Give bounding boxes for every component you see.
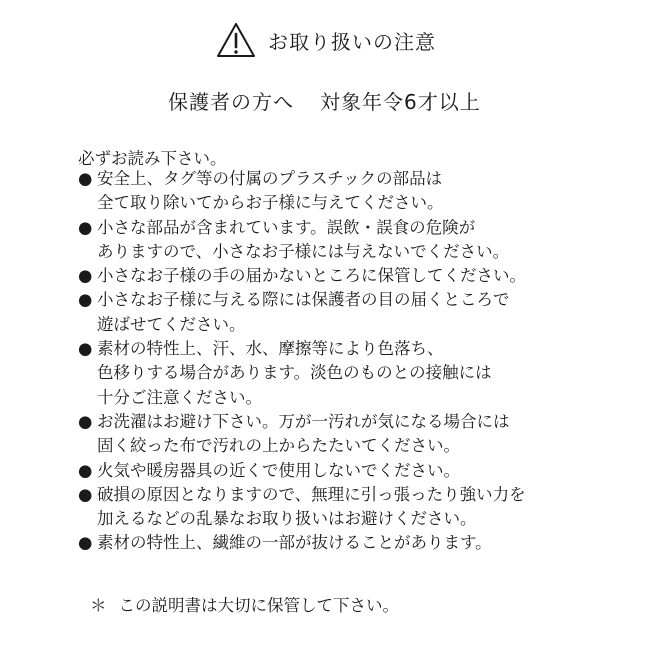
list-item (78, 216, 638, 265)
list-item-line: 十分ご注意ください。 (97, 387, 262, 407)
list-item-text (97, 337, 492, 410)
list-item-line: 破損の原因となりますので、無理に引っ張ったり強い力を (97, 484, 526, 504)
target-age: 対象年令6才以上 (320, 90, 481, 114)
guardian-label: 保護者の方へ (168, 90, 294, 114)
list-item-line: 加えるなどの乱暴なお取り扱いはお避けください。 (97, 509, 477, 529)
list-item (78, 531, 638, 555)
list-item (78, 410, 638, 459)
list-item (78, 483, 638, 532)
list-item-line: ありますので、小さなお子様には与えないでください。 (97, 241, 510, 261)
list-item-line: 色移りする場合があります。淡色のものとの接触には (97, 363, 492, 383)
intro-text: 必ずお読み下さい。 (78, 149, 227, 168)
list-item-text (97, 167, 444, 216)
bullet-icon: ● (78, 533, 93, 553)
footnote (90, 592, 399, 616)
list-item-line: 全て取り除いてからお子様に与えてください。 (97, 193, 444, 213)
list-item-line: 素材の特性上、繊維の一部が抜けることがあります。 (97, 533, 492, 553)
bullet-icon: ● (78, 484, 93, 504)
bullet-icon: ● (78, 266, 93, 286)
list-item-line: 安全上、タグ等の付属のプラスチックの部品は (97, 169, 443, 188)
list-item (78, 337, 638, 410)
list-item (78, 264, 638, 288)
header (0, 22, 652, 58)
caution-list (78, 167, 638, 556)
list-item-text (97, 216, 509, 265)
bullet-icon: ● (78, 411, 93, 431)
list-item-text (97, 483, 526, 532)
list-item-line: 小さなお子様の手の届かないところに保管してください。 (97, 266, 526, 286)
list-item-line: 素材の特性上、汗、水、摩擦等により色落ち、 (97, 339, 444, 359)
bullet-icon: ● (78, 339, 93, 359)
page-title: お取り扱いの注意 (268, 29, 436, 54)
footnote-text: この説明書は大切に保管して下さい。 (118, 596, 399, 615)
list-item-line: 火気や暖房器具の近くで使用しないでください。 (97, 460, 460, 480)
list-item (78, 288, 638, 337)
list-item-line: 小さなお子様に与える際には保護者の目の届くところで (97, 290, 510, 310)
warning-triangle-icon (216, 22, 256, 58)
list-item-text (97, 459, 460, 483)
list-item-text (97, 288, 509, 337)
list-item (78, 167, 638, 216)
list-item-text (97, 264, 526, 288)
asterisk-mark: ＊ (90, 596, 107, 615)
list-item (78, 459, 638, 483)
bullet-icon: ● (78, 169, 93, 188)
list-item-line: 小さな部品が含まれています。誤飲・誤食の危険が (97, 217, 476, 237)
bullet-icon: ● (78, 217, 93, 237)
list-item-line: 遊ばせてください。 (97, 314, 246, 334)
list-item-line: 固く絞った布で汚れの上からたたいてください。 (97, 436, 460, 456)
guardian-notice (168, 86, 481, 115)
list-item-text (97, 410, 510, 459)
bullet-icon: ● (78, 290, 93, 310)
list-item-text (97, 531, 492, 555)
list-item-line: お洗濯はお避け下さい。万が一汚れが気になる場合には (97, 411, 510, 431)
bullet-icon: ● (78, 460, 93, 480)
